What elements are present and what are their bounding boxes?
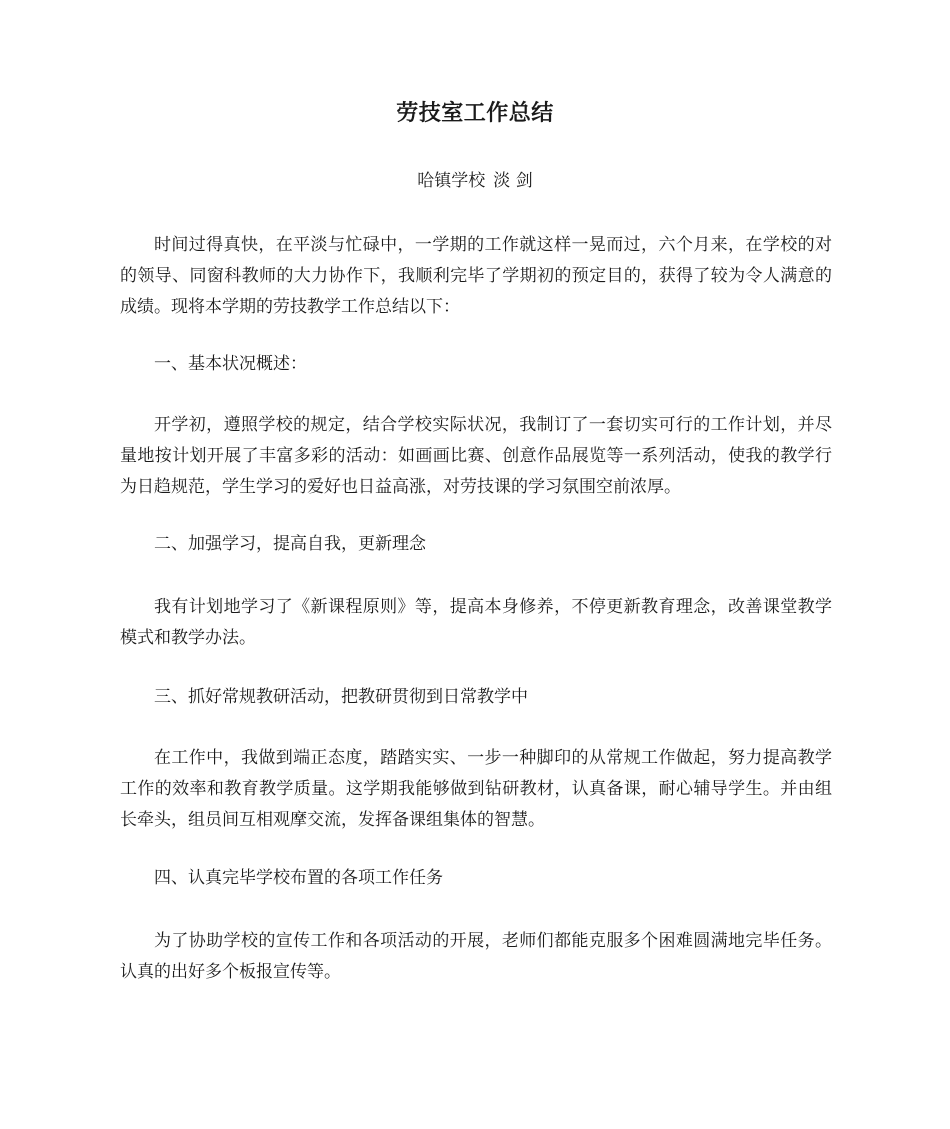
section-heading-4: 四、认真完毕学校布置的各项工作任务 <box>154 868 443 888</box>
document-section-4-body <box>120 926 832 988</box>
section-heading-1: 一、基本状况概述： <box>154 354 307 374</box>
author-school: 哈镇学校 <box>417 171 486 191</box>
paragraph-section-1: 开学初，遵照学校的规定，结合学校实际状况，我制订了一套切实可行的工作计划，并尽量地按计划开展了丰富多彩的活动：如画画比赛、创意作品展览等一系列活动，使我的教学行为日趋规范，学生学习的爱好也日益高涨，对劳技课的学习氛围空前浓厚。 <box>120 415 832 497</box>
document-section-intro <box>120 230 832 323</box>
document-section-1-body <box>120 410 832 503</box>
paragraph-section-2: 我有计划地学习了《新课程原则》等，提高本身修养，不停更新教育理念，改善课堂教学模式和教学办法。 <box>120 597 832 648</box>
document-section-1-heading <box>120 349 832 380</box>
author-name: 淡 剑 <box>493 171 533 191</box>
document-section-3-body <box>120 743 832 836</box>
paragraph-intro: 时间过得真快，在平淡与忙碌中，一学期的工作就这样一晃而过，六个月来，在学校的对的领导、同窗科教师的大力协作下，我顺利完毕了学期初的预定目的，获得了较为令人满意的成绩。现将本学期的劳技教学工作总结以下： <box>120 235 832 317</box>
section-heading-3: 三、抓好常规教研活动，把教研贯彻到日常教学中 <box>154 687 528 707</box>
author-line <box>0 168 950 194</box>
document-section-2-body <box>120 592 832 654</box>
paragraph-section-3: 在工作中，我做到端正态度，踏踏实实、一步一种脚印的从常规工作做起，努力提高教学工作的效率和教育教学质量。这学期我能够做到钻研教材，认真备课，耐心辅导学生。并由组长牵头，组员间互相观摩交流，发挥备课组集体的智慧。 <box>120 748 832 830</box>
document-title: 劳技室工作总结 <box>396 101 554 126</box>
section-heading-2: 二、加强学习，提高自我，更新理念 <box>154 534 426 554</box>
document-section-3-heading <box>120 682 832 713</box>
document-section-4-heading <box>120 863 832 894</box>
paragraph-section-4: 为了协助学校的宣传工作和各项活动的开展，老师们都能克服多个困难圆满地完毕任务。认真的出好多个板报宣传等。 <box>120 931 832 982</box>
document-section-2-heading <box>120 529 832 560</box>
